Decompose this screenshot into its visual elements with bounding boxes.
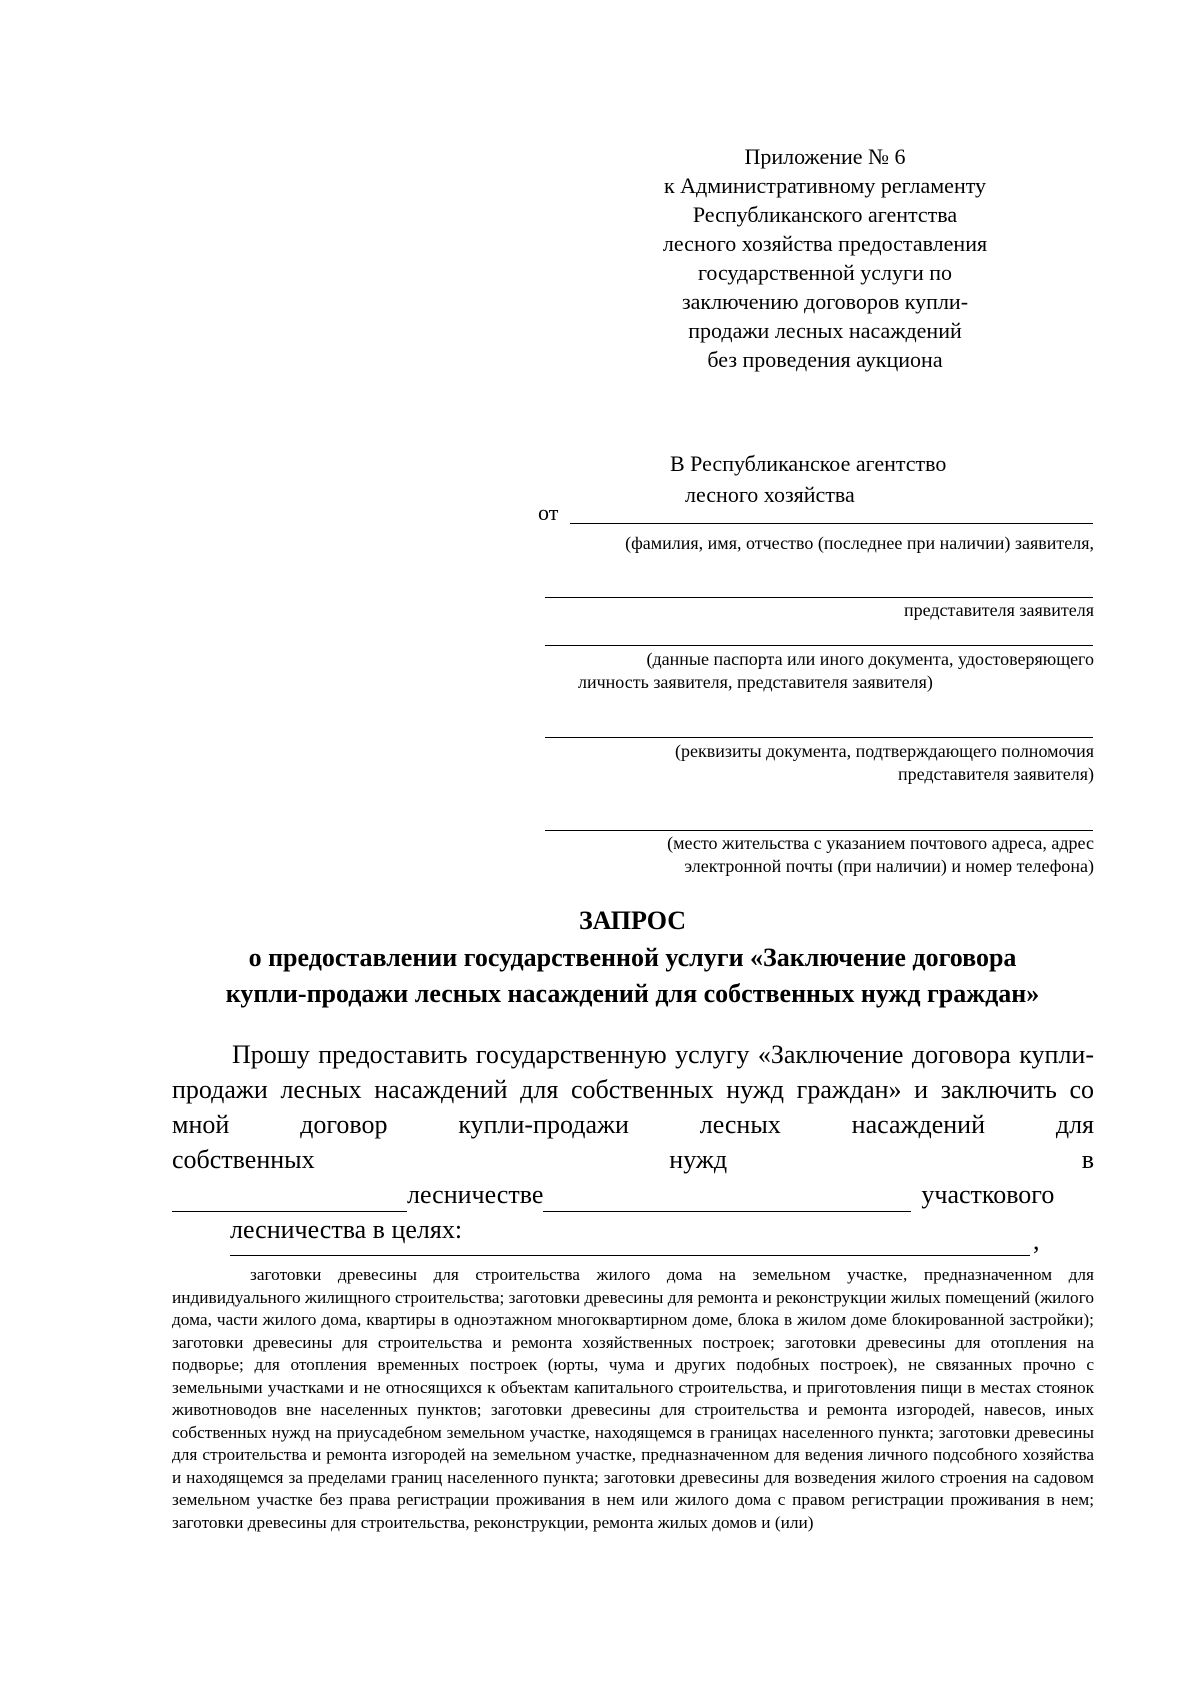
appendix-line: без проведения аукциона bbox=[707, 347, 943, 372]
appendix-line: продажи лесных насаждений bbox=[688, 318, 962, 343]
district-forestry-name-field[interactable] bbox=[543, 1187, 911, 1212]
purpose-label: лесничества в целях: bbox=[230, 1215, 463, 1244]
appendix-line: Республиканского агентства bbox=[692, 202, 958, 227]
passport-caption-2: личность заявителя, представителя заявителя) bbox=[578, 672, 933, 692]
appendix-line: к Административному регламенту bbox=[663, 173, 987, 198]
residence-caption-1: (место жительства с указанием почтового адреса, адрес bbox=[667, 833, 1094, 853]
passport-data-field[interactable] bbox=[545, 645, 1093, 646]
residence-caption-2: электронной почты (при наличии) и номер телефона) bbox=[684, 856, 1094, 876]
request-title-line-2: купли-продажи лесных насаждений для собственных нужд граждан» bbox=[225, 979, 1040, 1008]
forestry-label: лесничестве bbox=[407, 1180, 544, 1209]
appendix-line: лесного хозяйства предоставления bbox=[662, 231, 988, 256]
request-heading: ЗАПРОС bbox=[578, 906, 687, 935]
passport-caption-1: (данные паспорта или иного документа, удостоверяющего bbox=[646, 649, 1094, 669]
request-paragraph: Прошу предоставить государственную услугу «Заключение договора купли-продажи лесных насаждений для собственных нужд граждан» и заключить со мной договор купли-продажи лесных насаждений для bbox=[172, 1040, 1094, 1139]
request-line-5 bbox=[172, 1177, 1094, 1212]
recipient-block bbox=[600, 448, 946, 510]
appendix-header bbox=[600, 142, 1050, 374]
applicant-name-field[interactable] bbox=[570, 523, 1093, 524]
purpose-comma: , bbox=[1033, 1226, 1040, 1255]
word-nuzhd: нужд bbox=[669, 1145, 728, 1174]
authority-caption-1: (реквизиты документа, подтверждающего полномочия bbox=[675, 741, 1094, 761]
authority-caption-2: представителя заявителя) bbox=[898, 764, 1094, 784]
recipient-line-2: лесного хозяйства bbox=[685, 482, 855, 507]
recipient-line-1: В Республиканское агентство bbox=[670, 451, 947, 476]
appendix-line: государственной услуги по bbox=[697, 260, 953, 285]
request-line-4 bbox=[172, 1142, 1094, 1177]
district-label: участкового bbox=[921, 1180, 1055, 1209]
appendix-line: Приложение № 6 bbox=[744, 144, 906, 169]
from-label: от bbox=[538, 500, 559, 525]
purpose-options-text: заготовки древесины для строительства жилого дома на земельном участке, предназначенном для индивидуального жилищного строительства; заготовки древесины для ремонта и реконструкции жилых помещений (жилого дома, части жилого дома, квартиры в одноэтажном многоквартирном доме, блока в жилом доме блокированной застройки); заготовки древесины для строительства и ремонта хозяйственных построек; заготовки древесины для отопления на подворье; для отопления временных построек (юрты, чума и других подобных построек), не связанных прочно с земельными участками и не относящихся к объектам капитального строительства, и приготовления пищи в местах стоянок животноводов вне населенных пунктов; заготовки древесины для строительства и ремонта изгородей, навесов, иных собственных нужд на приусадебном земельном участке, находящемся в границах населенного пункта; заготовки древесины для строительства и ремонта изгородей на земельном участке, предназначенном для ведения личного подсобного хозяйства и находящемся за пределами границ населенного пункта; заготовки древесины для возведения жилого строения на садовом земельном участке без права регистрации проживания в нем или жилого дома с правом регистрации проживания в нем; заготовки древесины для строительства, реконструкции, ремонта жилых домов и (или) bbox=[172, 1265, 1094, 1532]
appendix-line: заключению договоров купли- bbox=[681, 289, 969, 314]
request-body bbox=[172, 1037, 1094, 1247]
forestry-name-field[interactable] bbox=[172, 1187, 407, 1212]
representative-caption: представителя заявителя bbox=[904, 600, 1094, 620]
purpose-field[interactable] bbox=[230, 1255, 1030, 1256]
residence-field[interactable] bbox=[545, 830, 1093, 831]
request-title-line-1: о предоставлении государственной услуги «Заключение договора bbox=[248, 943, 1017, 972]
applicant-name-field-continued[interactable] bbox=[545, 597, 1093, 598]
word-v: в bbox=[1081, 1145, 1094, 1174]
authority-document-field[interactable] bbox=[545, 737, 1093, 738]
applicant-caption: (фамилия, имя, отчество (последнее при наличии) заявителя, bbox=[625, 533, 1094, 553]
word-sobstvennykh: собственных bbox=[172, 1145, 315, 1174]
